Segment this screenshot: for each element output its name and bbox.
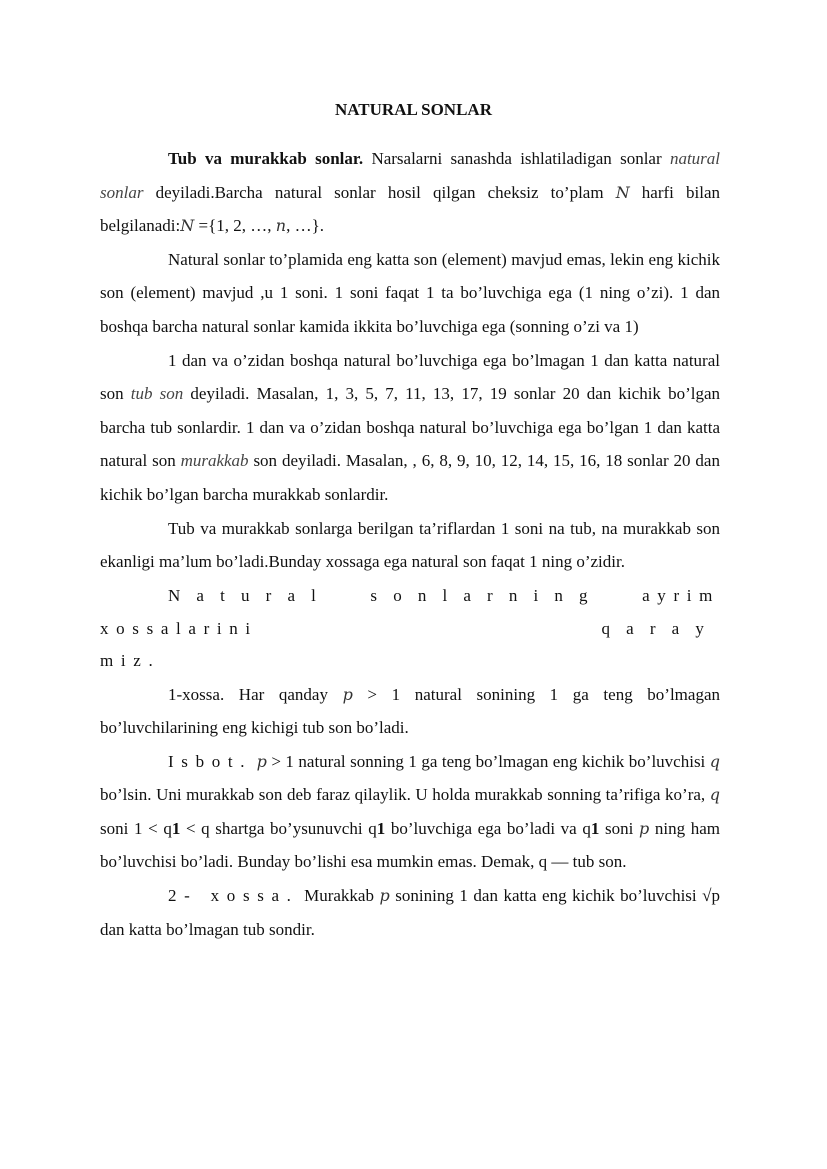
page-title: NATURAL SONLAR [335,100,492,119]
paragraph-properties-intro: Natural sonlarning ayrim xossalarini qaray [100,585,720,639]
symbol-N: N [180,216,195,236]
term-tub-son: tub son [130,384,184,404]
paragraph-one-neither: Tub va murakkab sonlarga berilgan ta’riflardan 1 soni na tub, na murakkab son ekanligi ma’lum bo’ladi.Bunday xossaga ega natural son faqat 1 ning o’zidir. [100,518,720,572]
term-murakkab: murakkab [180,451,249,471]
paragraph-smallest-element: Natural sonlar to’plamida eng katta son (element) mavjud emas, lekin eng kichik son (element) mavjud ,u 1 soni. 1 soni faqat 1 ta bo’luvchiga ega (1 ning o’zi). 1 dan boshqa barcha natural sonlar kamida ikkita bo’luvchiga ega (sonning o’zi va 1) [100,249,720,336]
symbol-n: n [275,216,287,236]
paragraph-property-2: 2- xossa. Murakkab p sonining 1 dan katta eng kichik bo’luvchisi √p dan katta bo’lmagan tub sondir. [100,886,720,939]
term-natural-sonlar: natural sonlar [100,149,720,202]
paragraph-properties-intro-end: miz. [100,650,161,670]
document-body [100,142,720,946]
paragraph-definition-natural: Tub va murakkab sonlar. Narsalarni sanashda ishlatiladigan sonlar natural sonlar deyiladi.Barcha natural sonlar hosil qilgan cheksiz to’plam N harfi bilan belgilanadi:N ={1, 2, …, n, …}. [100,149,720,236]
section-heading: Tub va murakkab sonlar. [168,149,364,168]
paragraph-prime-composite-definition: 1 dan va o’zidan boshqa natural bo’luvchiga ega bo’lmagan 1 dan katta natural son tub son deyiladi. Masalan, 1, 3, 5, 7, 11, 13, 17, 19 sonlar 20 dan kichik bo’lgan barcha tub sonlardir. 1 dan va o’zidan boshqa natural bo’luvchiga ega bo’lgan 1 dan katta natural son murakkab son deyiladi. Masalan, , 6, 8, 9, 10, 12, 14, 15, 16, 18 sonlar 20 dan kichik bo’lgan barcha murakkab sonlardir. [100,350,720,504]
paragraph-proof: Isbot. p > 1 natural sonning 1 ga teng bo’lmagan eng kichik bo’luvchisi q bo’lsin. Uni murakkab son deb faraz qilaylik. U holda murakkab sonning ta’rifiga ko’ra, q soni 1 < q1 < q shartga bo’ysunuvchi q1 bo’luvchiga ega bo’ladi va q1 soni p ning ham bo’luvchisi bo’ladi. Bunday bo’lishi esa mumkin emas. Demak, q — tub son. [100,751,721,872]
proof-label: Isbot. [168,751,253,771]
paragraph-property-1: 1-xossa. Har qanday p > 1 natural sonining 1 ga teng bo’lmagan bo’luvchilarining eng kichigi tub son bo’ladi. [100,684,720,738]
symbol-p: p [342,684,353,704]
symbol-N: N [615,182,630,202]
property-2-label: 2- xossa. [168,886,299,906]
